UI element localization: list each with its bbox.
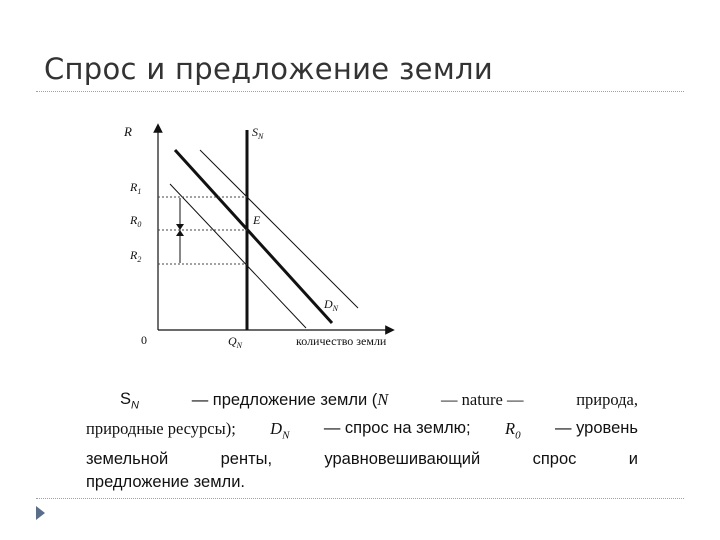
caption-l3-w1: земельной <box>86 449 169 468</box>
caption-l2-c: — уровень <box>555 419 638 438</box>
caption-l2-a: природные ресурсы); <box>86 419 236 439</box>
demand-line <box>175 150 332 323</box>
svg-text:DN <box>323 297 339 313</box>
supply-sub: N <box>258 132 264 141</box>
footer-divider <box>36 498 684 499</box>
equilibrium-label: E <box>253 213 261 227</box>
caption-l1-a: — предложение земли ( <box>191 391 378 409</box>
caption-l3-w2: ренты, <box>220 449 273 468</box>
r1-label: R <box>130 180 138 194</box>
caption-sn: S <box>120 390 132 408</box>
title-divider <box>36 91 684 92</box>
x-axis-label: количество земли <box>296 334 387 348</box>
demand-shift-down-line <box>170 184 306 328</box>
caption-line-1 <box>86 388 638 417</box>
r2-label: R <box>130 248 138 262</box>
svg-text:R2 <box>129 248 141 264</box>
svg-text:R0 <box>129 213 141 229</box>
r0-sub: 0 <box>137 220 142 229</box>
arrow-up-icon <box>176 230 184 236</box>
caption-l3-w4: спрос <box>532 449 577 468</box>
qn-label: Q <box>228 334 237 348</box>
demand-shift-up-line <box>200 150 358 308</box>
supply-demand-figure <box>120 118 420 358</box>
caption-sn-sub: N <box>131 399 139 412</box>
y-axis-label: R <box>124 124 132 139</box>
caption-l2-b: — спрос на землю; <box>323 419 471 438</box>
r0-label: R <box>130 213 138 227</box>
slide-title: Спрос и предложение земли <box>44 52 493 86</box>
caption-line-3 <box>86 448 638 471</box>
caption-l4: предложение земли. <box>86 472 245 491</box>
caption-line-2 <box>86 417 638 447</box>
figure-svg <box>120 118 420 358</box>
supply-label: S <box>252 125 258 139</box>
r2-sub: 2 <box>137 255 142 264</box>
origin-label: 0 <box>141 333 147 347</box>
caption-line-4 <box>86 471 638 494</box>
bullet-arrow-icon <box>36 506 45 520</box>
svg-text:R1 <box>129 180 141 196</box>
demand-label: D <box>324 297 333 311</box>
caption-l1-c: природа, <box>576 390 638 409</box>
r1-sub: 1 <box>137 187 142 196</box>
caption-dn: D <box>270 419 283 439</box>
qn-sub: N <box>236 341 243 350</box>
caption-l1-n: N <box>377 390 389 409</box>
caption-l1-b: — nature — <box>441 390 524 409</box>
figure-caption <box>86 388 638 494</box>
caption-r0-sub: 0 <box>515 429 521 442</box>
svg-text:QN <box>228 334 243 350</box>
caption-r0: R <box>505 419 516 439</box>
caption-l3-w3: уравновешивающий <box>324 449 481 468</box>
caption-l3-w5: и <box>628 449 638 468</box>
demand-sub: N <box>332 304 339 313</box>
caption-dn-sub: N <box>282 429 290 442</box>
svg-text:SN <box>252 125 264 141</box>
arrow-down-icon <box>176 224 184 230</box>
